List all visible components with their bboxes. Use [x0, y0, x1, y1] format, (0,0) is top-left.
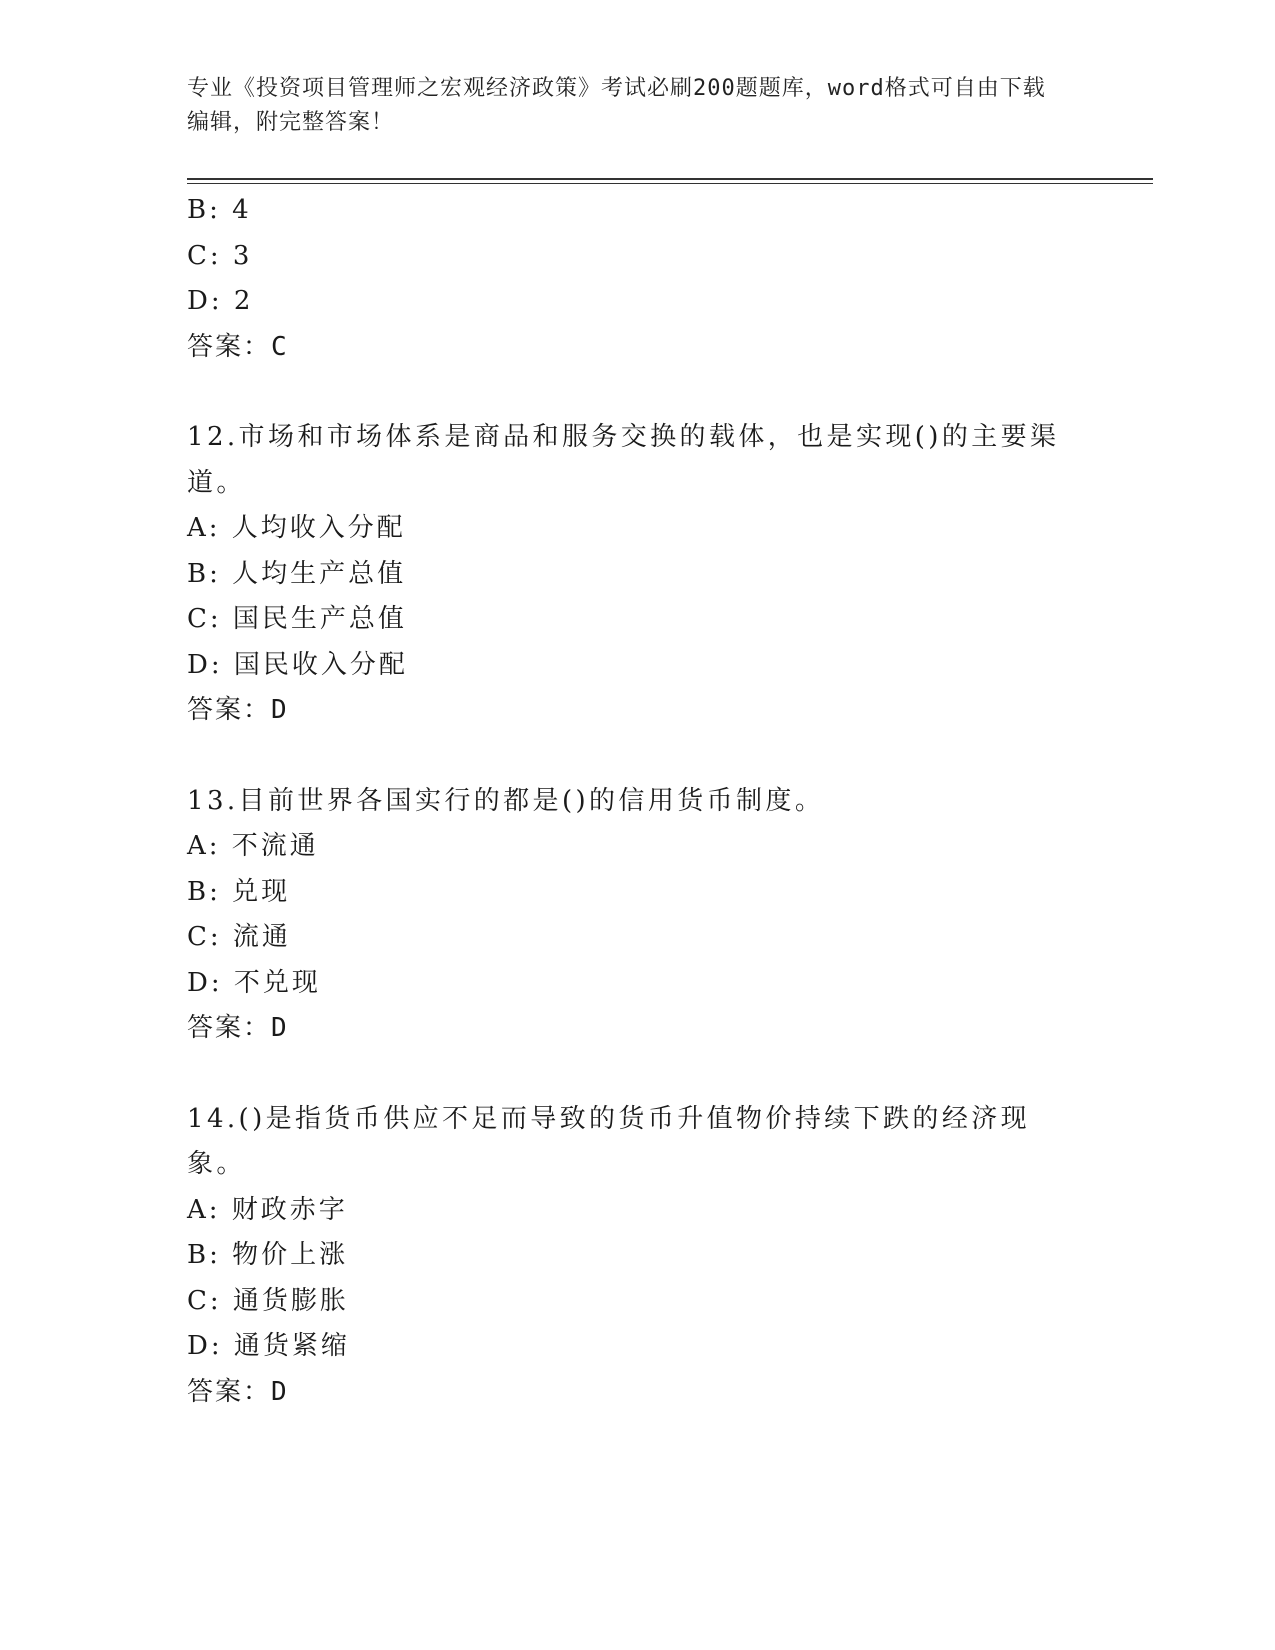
answer-label: 答案：D [187, 1376, 289, 1407]
option-d: D: 国民收入分配 [187, 649, 408, 680]
option-d: D: 通货紧缩 [187, 1331, 350, 1361]
option-c: C: 3 [187, 240, 253, 271]
answer-label: 答案：D [187, 1013, 289, 1043]
option-b: B: 物价上涨 [187, 1240, 349, 1270]
option-d: D: 2 [187, 286, 254, 316]
option-a: A: 财政赤字 [187, 1194, 348, 1225]
answer-label: 答案：C [187, 331, 289, 362]
question-stem: 12.市场和市场体系是商品和服务交换的载体，也是实现()的主要渠道。 [187, 422, 1060, 498]
question-stem: 14.()是指货币供应不足而导致的货币升值物价持续下跌的经济现象。 [187, 1103, 1031, 1179]
document-body [187, 188, 1087, 1415]
question-12 [187, 415, 1087, 734]
option-c: C: 通货膨胀 [187, 1285, 349, 1316]
option-d: D: 不兑现 [187, 967, 321, 998]
document-header: 专业《投资项目管理师之宏观经济政策》考试必刷200题题库，word格式可自由下载编辑，附完整答案！ [187, 76, 1046, 135]
option-a: A: 不流通 [187, 831, 319, 861]
answer-label: 答案：D [187, 695, 289, 725]
question-stem: 13.目前世界各国实行的都是()的信用货币制度。 [187, 785, 825, 816]
option-b: B: 4 [187, 195, 252, 225]
option-c: C: 流通 [187, 922, 291, 952]
option-c: C: 国民生产总值 [187, 604, 407, 634]
leading-question-tail [187, 188, 1087, 370]
option-a: A: 人均收入分配 [187, 513, 406, 543]
option-b: B: 兑现 [187, 876, 291, 907]
option-b: B: 人均生产总值 [187, 558, 407, 589]
question-14 [187, 1097, 1087, 1416]
header-rule-thin [187, 183, 1153, 184]
question-13 [187, 779, 1087, 1052]
header-rule-thick [187, 178, 1153, 180]
